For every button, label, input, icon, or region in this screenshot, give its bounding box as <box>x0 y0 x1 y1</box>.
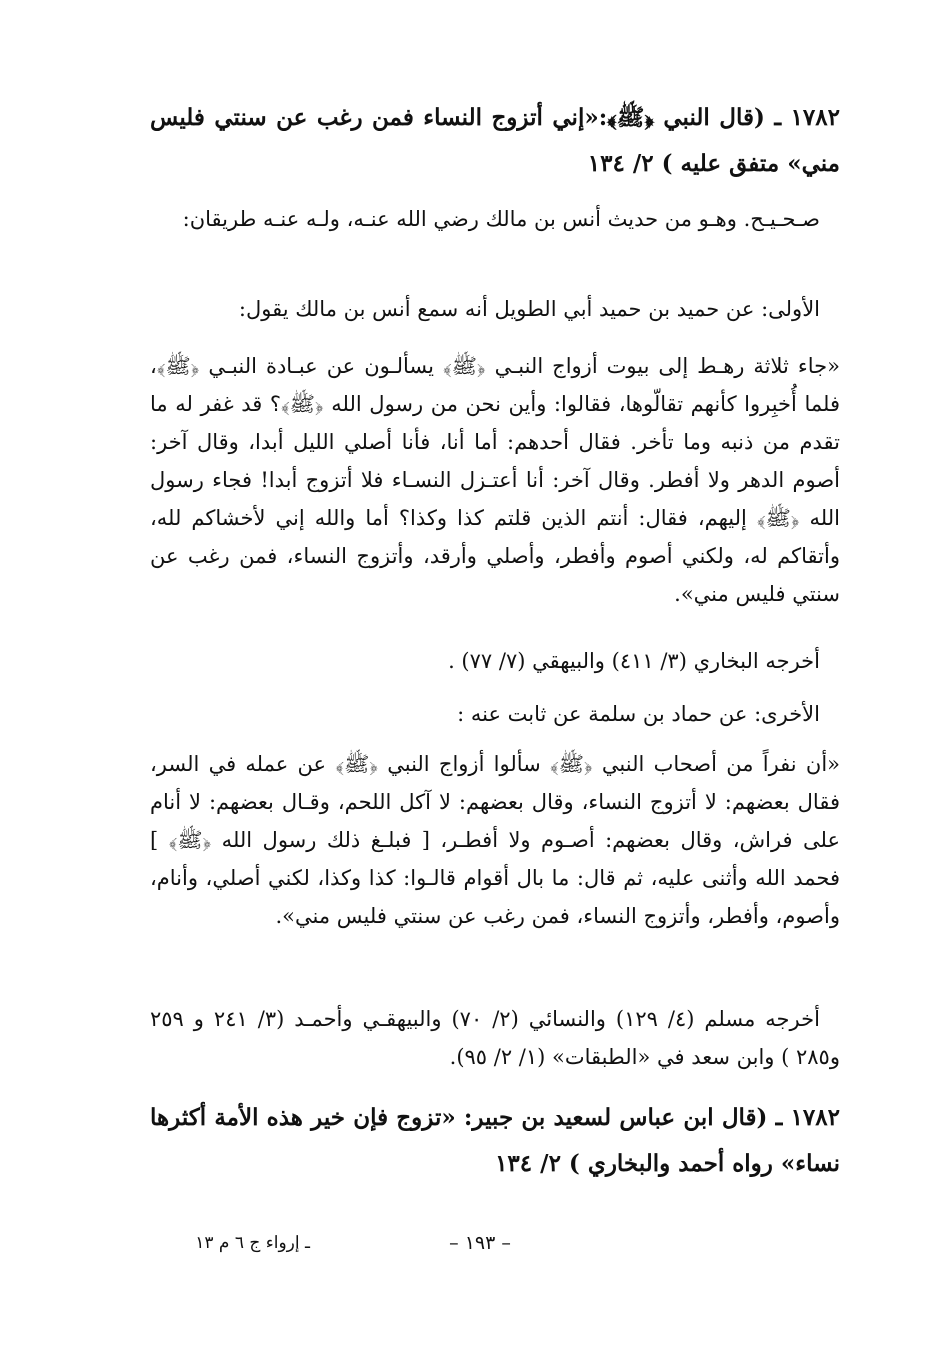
authenticity-ruling: صـحـيـح. وهـو من حديث أنس بن مالك رضي الله عنـه، ولـه عنـه طريقان: <box>182 207 820 231</box>
first-path-hadith-text: «جاء ثلاثة رهـط إلى بيوت أزواج النبـي ﴿ﷺ﴾ يسألـون عن عبـادة النبـي ﴿ﷺ﴾، فلما أُخبِروا كأنهم تقالّوها، فقالوا: وأين نحن من رسول الله ﴿ﷺ﴾؟ قد غفر له ما تقدم من ذنبه وما تأخر. فقال أحدهم: أما أنا، فأنا أصلي الليل أبدا، وقال آخر: أصوم الدهر ولا أفطر. وقال آخر: أنا أعتـزل النسـاء فلا أتزوج أبدا! فجاء رسول الله ﴿ﷺ﴾ إليهم، فقال: أنتم الذين قلتم كذا وكذا؟ أما والله إني لأخشاكم لله، وأتقاكم له، ولكني أصوم وأفطر، وأصلي وأرقد، وأتزوج النساء، فمن رغب عن سنتي فليس مني». <box>150 354 840 606</box>
first-path-source: أخرجه البخاري (٣/ ٤١١) والبيهقي (٧/ ٧٧) . <box>448 649 820 673</box>
second-path-intro: الأخرى: عن حماد بن سلمة عن ثابت عنه : <box>457 702 820 726</box>
page-number: – ١٩٣ – <box>449 1232 511 1254</box>
hadith-1782-heading: ١٧٨٢ ـ (قال النبي ﴿ﷺ﴾:«إني أتزوج النساء فمن رغب عن سنتي فليس مني» متفق عليه ) ٢/ ١٣٤ <box>150 104 840 177</box>
signature-mark: ـ إرواء ج ٦ م ١٣ <box>195 1233 310 1253</box>
first-path-intro: الأولى: عن حميد بن حميد أبي الطويل أنه سمع أنس بن مالك يقول: <box>238 297 820 321</box>
second-path-hadith-text: «أن نفراً من أصحاب النبي ﴿ﷺ﴾ سألوا أزواج النبي ﴿ﷺ﴾ عن عمله في السر، فقال بعضهم: لا أتزوج النساء، وقال بعضهم: لا آكل اللحم، وقـال بعضهم: لا أنام على فراش، وقال بعضهم: أصـوم ولا أفطـر، [ فبلـغ ذلك رسول الله ﴿ﷺ﴾ ] فحمد الله وأثنى عليه، ثم قال: ما بال أقوام قالـوا: كذا وكذا، لكني أصلي، وأنام، وأصوم، وأفطر، وأتزوج النساء، فمن رغب عن سنتي فليس مني». <box>150 752 840 928</box>
hadith-1782-second-heading: ١٧٨٢ ـ (قال ابن عباس لسعيد بن جبير: «تزوج فإن خير هذه الأمة أكثرها نساء» رواه أحمد والبخاري ) ٢/ ١٣٤ <box>150 1104 840 1177</box>
second-path-source: أخرجه مسلم (٤/ ١٢٩) والنسائي (٢/ ٧٠) والبيهقـي وأحمـد (٣/ ٢٤١ و ٢٥٩ و٢٨٥ ) وابن سعد في «الطبقات» (١/ ٢/ ٩٥). <box>150 1007 840 1069</box>
